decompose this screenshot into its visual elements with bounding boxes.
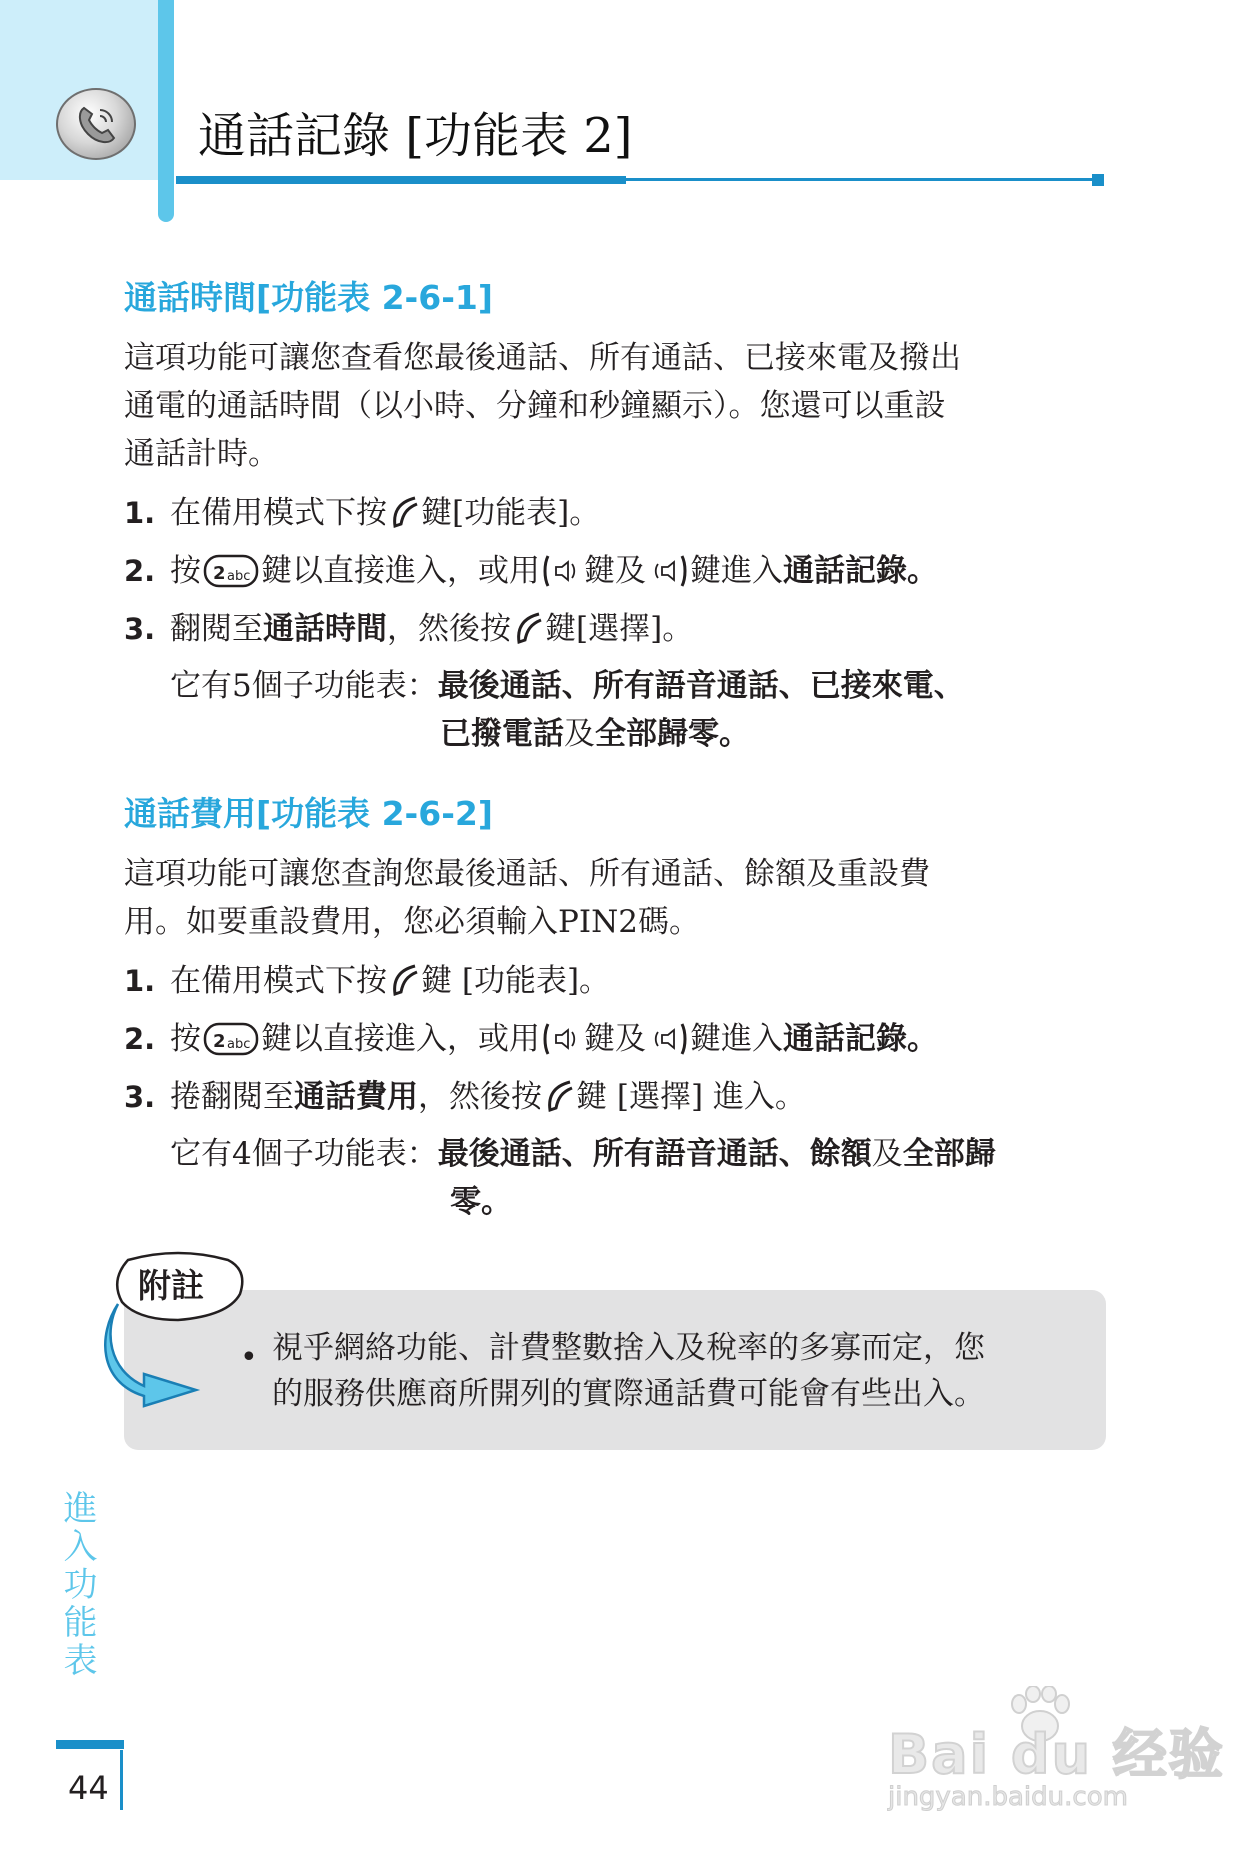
left-soft-key-icon [389, 494, 419, 532]
volume-up-icon [542, 552, 582, 590]
left-soft-key-icon [389, 962, 419, 1000]
note-box [124, 1290, 1106, 1450]
key-2-abc-icon [203, 1021, 259, 1057]
page-number-bar [56, 1740, 124, 1749]
submenu-text: 及 [564, 716, 595, 752]
step-text: 鍵進入 [690, 1021, 783, 1057]
submenu-line [450, 1178, 512, 1226]
phone-icon [56, 88, 136, 160]
note-arrow-icon [104, 1300, 204, 1410]
submenu-line [440, 710, 750, 758]
step-text: ，然後按 [387, 611, 511, 647]
step-number: 1. [124, 964, 156, 998]
step-text: 捲翻閱至 [170, 1079, 294, 1115]
step-item [124, 548, 1104, 594]
step-text: 鍵及 [584, 553, 646, 589]
page-title: 通話記錄 [功能表 2] [198, 108, 633, 164]
step-text: 鍵[選擇]。 [545, 611, 694, 647]
step-bold-text: 通話記錄。 [783, 1021, 938, 1057]
page-number: 44 [68, 1769, 109, 1807]
step-text: 按 [170, 1021, 201, 1057]
volume-down-icon [648, 1020, 688, 1058]
key-2-abc-icon [203, 553, 259, 589]
submenu-items: 全部歸零。 [595, 716, 750, 752]
svg-text:2: 2 [213, 563, 226, 584]
section-heading-call-cost: 通話費用[功能表 2-6-2] [124, 794, 493, 833]
step-number: 3. [124, 1080, 156, 1114]
step-text: 鍵 [選擇] 進入。 [576, 1079, 806, 1115]
step-text: 按 [170, 553, 201, 589]
step-text: 在備用模式下按 [170, 963, 387, 999]
step-item [124, 606, 1104, 652]
svg-text:abc: abc [227, 569, 251, 584]
volume-down-icon [648, 552, 688, 590]
step-number: 2. [124, 1022, 156, 1056]
submenu-prefix: 它有4個子功能表： [170, 1136, 438, 1172]
step-number: 1. [124, 496, 156, 530]
note-line: 的服務供應商所開列的實際通話費可能會有些出入。 [272, 1376, 985, 1412]
submenu-items: 最後通話、所有語音通話、已接來電、 [437, 668, 965, 704]
paragraph-line: 這項功能可讓您查詢您最後通話、所有通話、餘額及重設費 [124, 856, 930, 892]
title-rule-thin [626, 178, 1094, 181]
submenu-text: 及 [871, 1136, 903, 1172]
left-soft-key-icon [513, 610, 543, 648]
step-bold-text: 通話記錄。 [783, 553, 938, 589]
step-bold-text: 通話費用 [294, 1079, 418, 1115]
title-rule [176, 176, 626, 184]
watermark-logo: Bai du 经验 [888, 1723, 1225, 1786]
step-item [124, 958, 1104, 1004]
note-label: 附註 [138, 1266, 204, 1305]
note-line: 視乎網絡功能、計費整數捨入及稅率的多寡而定，您 [272, 1330, 985, 1366]
submenu-items: 零。 [450, 1184, 512, 1220]
step-text: 翻閱至 [170, 611, 263, 647]
header-vertical-bar [158, 0, 174, 222]
step-item [124, 1016, 1104, 1062]
step-text: 鍵以直接進入，或用 [261, 1021, 540, 1057]
step-number: 2. [124, 554, 156, 588]
step-text: 鍵及 [584, 1021, 646, 1057]
step-item [124, 1074, 1104, 1120]
submenu-items: 全部歸 [902, 1136, 996, 1172]
note-bullet: • [240, 1340, 258, 1375]
step-item [124, 490, 1104, 536]
watermark-url: jingyan.baidu.com [888, 1782, 1128, 1812]
section-heading-call-duration: 通話時間[功能表 2-6-1] [124, 278, 493, 317]
step-bold-text: 通話時間 [263, 611, 387, 647]
step-text: 鍵 [功能表]。 [421, 963, 611, 999]
step-text: 鍵[功能表]。 [421, 495, 601, 531]
submenu-prefix: 它有5個子功能表： [170, 668, 438, 704]
submenu-items: 最後通話、所有語音通話、餘額 [437, 1136, 872, 1172]
side-tab-label: 進入功能表 [57, 1490, 97, 1680]
volume-up-icon [542, 1020, 582, 1058]
step-text: 鍵以直接進入，或用 [261, 553, 540, 589]
submenu-line [170, 1130, 996, 1178]
page-number-divider [120, 1750, 123, 1810]
paragraph-line: 這項功能可讓您查看您最後通話、所有通話、已接來電及撥出 [124, 340, 961, 376]
paragraph-line: 通話計時。 [124, 436, 279, 472]
submenu-line [170, 662, 965, 710]
svg-text:2: 2 [213, 1031, 226, 1052]
section-paragraph [124, 334, 1084, 478]
paragraph-line: 用。如要重設費用，您必須輸入PIN2碼。 [124, 904, 700, 940]
step-text: 鍵進入 [690, 553, 783, 589]
paragraph-line: 通電的通話時間（以小時、分鐘和秒鐘顯示）。您還可以重設 [124, 388, 946, 424]
left-soft-key-icon [544, 1078, 574, 1116]
step-number: 3. [124, 612, 156, 646]
step-text: 在備用模式下按 [170, 495, 387, 531]
section-paragraph [124, 850, 1084, 946]
submenu-items: 已撥電話 [440, 716, 564, 752]
svg-text:abc: abc [227, 1037, 251, 1052]
step-text: ，然後按 [418, 1079, 542, 1115]
title-rule-end-marker [1092, 174, 1104, 186]
